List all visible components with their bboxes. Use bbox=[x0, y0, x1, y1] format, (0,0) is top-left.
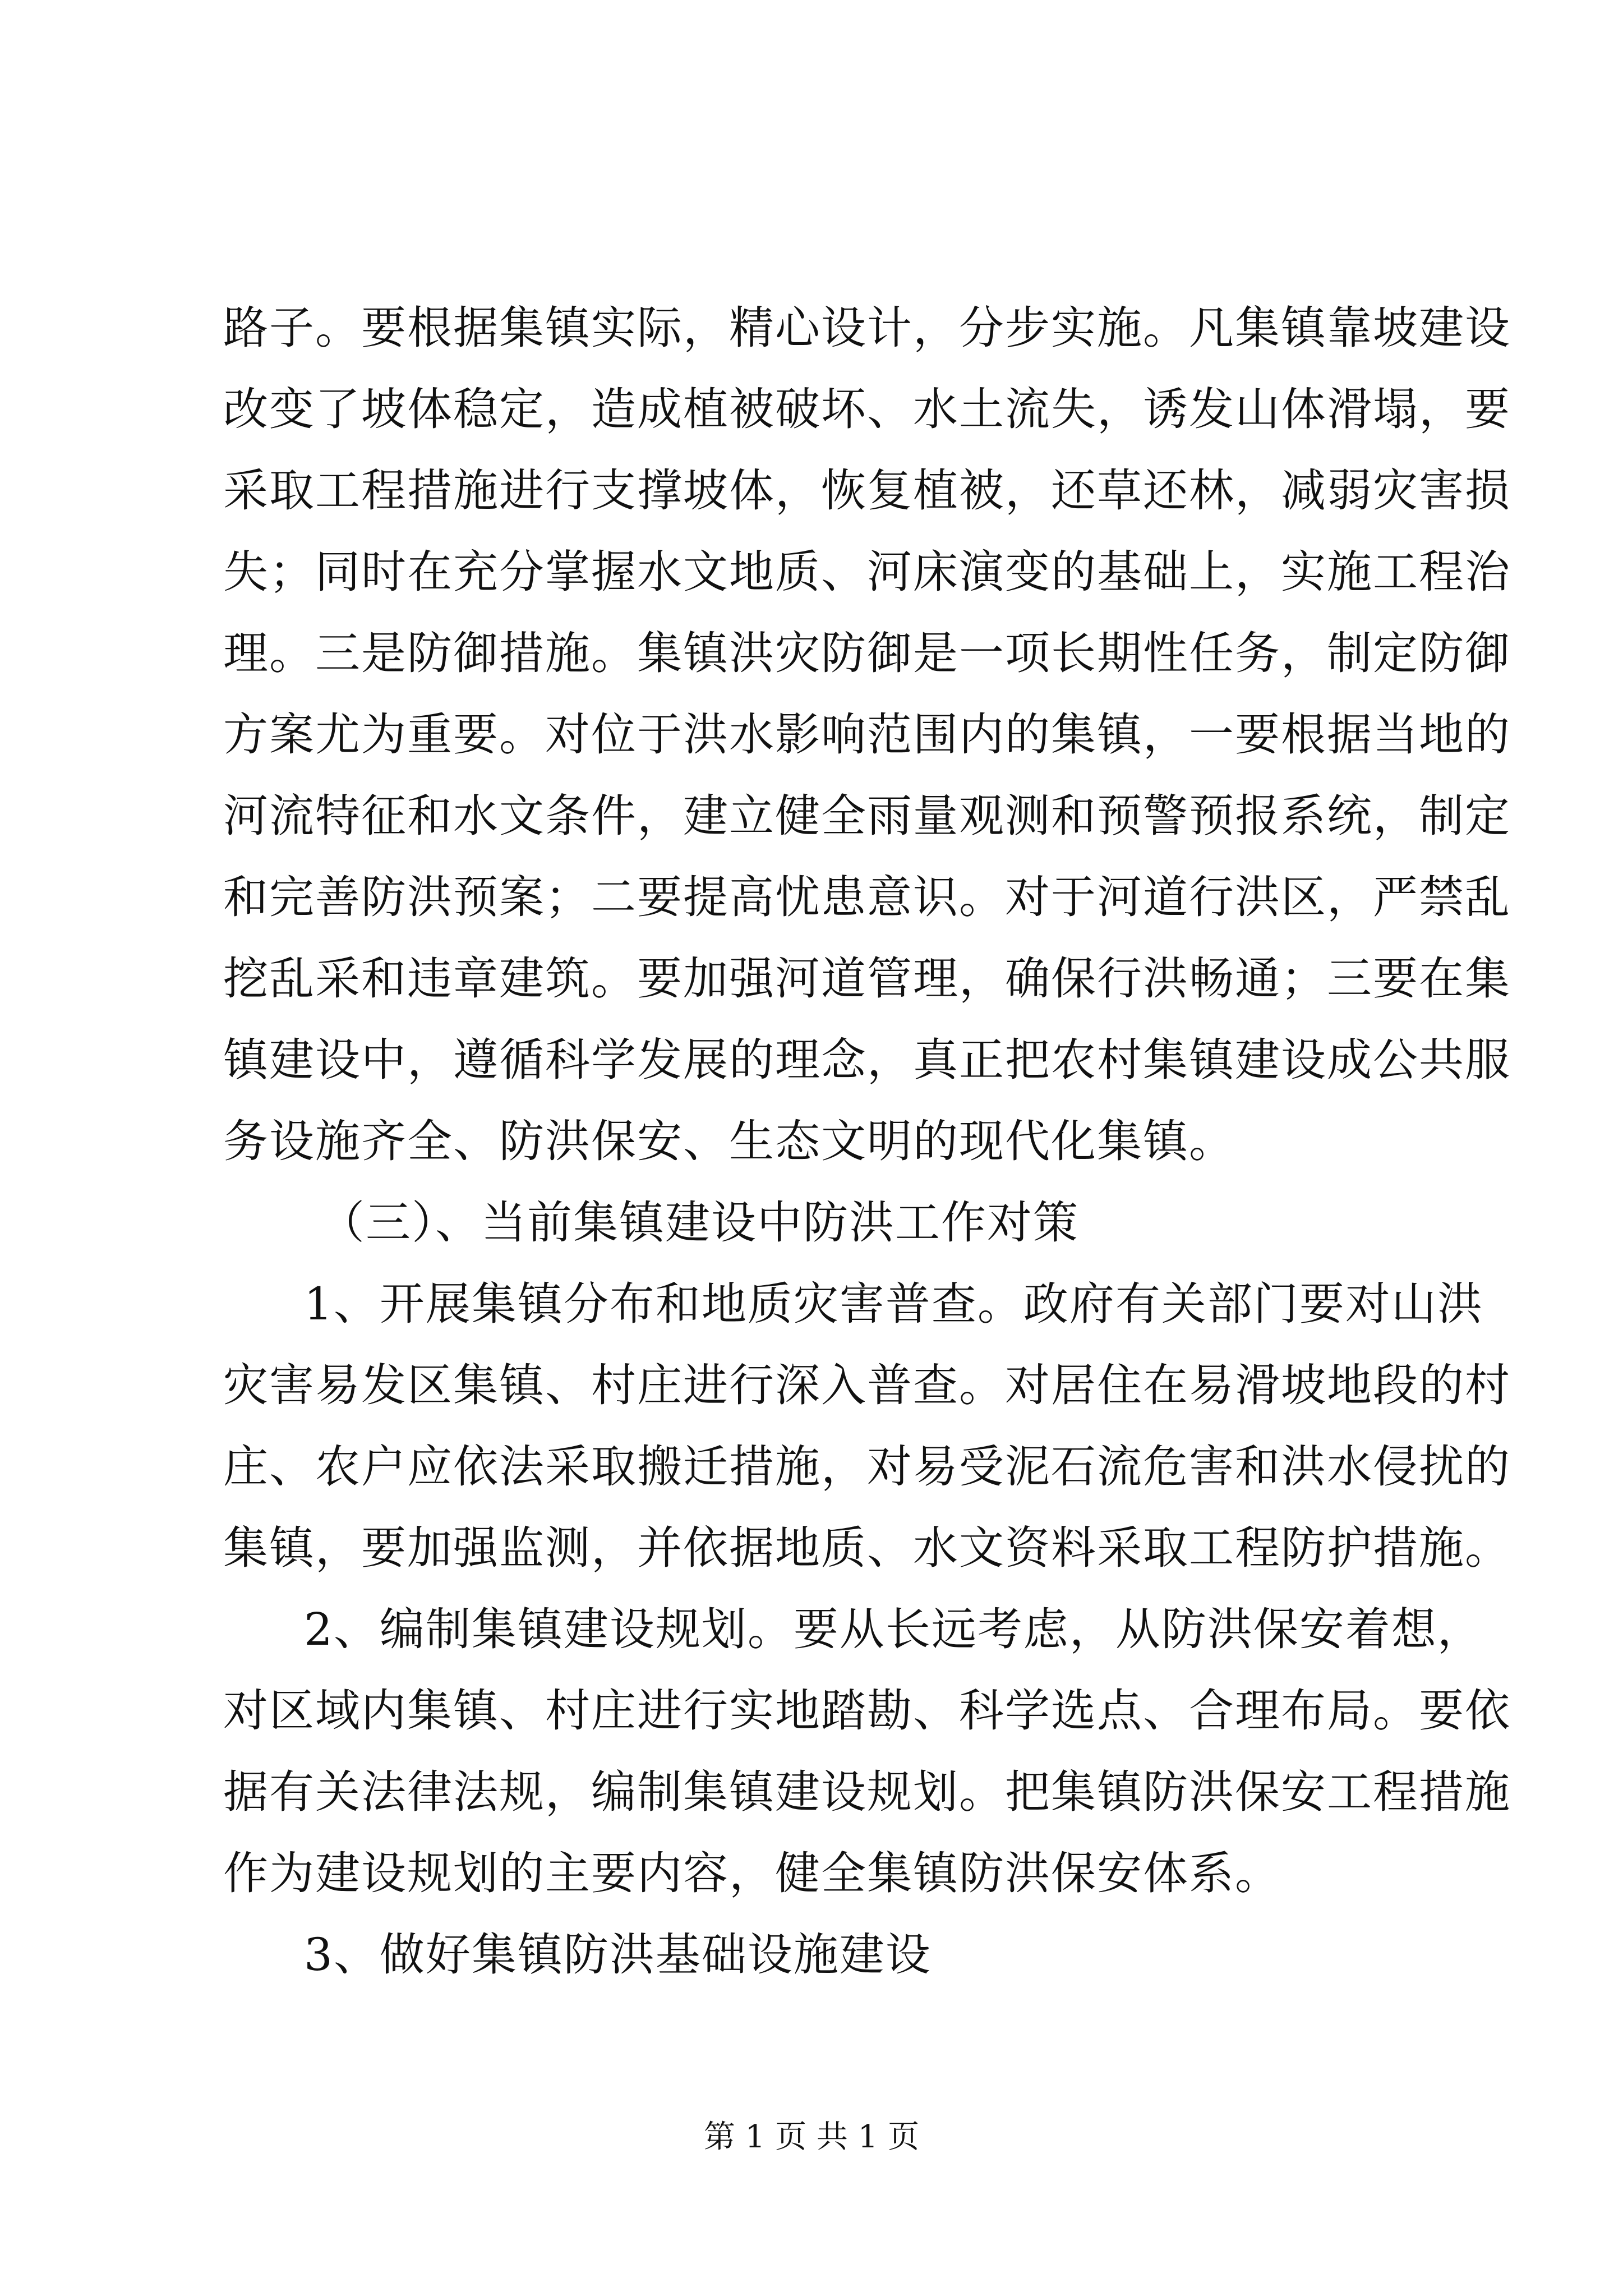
body-line: 镇建设中，遵循科学发展的理念，真正把农村集镇建设成公共服 bbox=[223, 1034, 1511, 1086]
body-line: 庄、农户应依法采取搬迁措施，对易受泥石流危害和洪水侵扰的 bbox=[223, 1441, 1511, 1493]
body-line: 3、做好集镇防洪基础设施建设 bbox=[304, 1929, 932, 1981]
body-line: 和完善防洪预案；二要提高忧患意识。对于河道行洪区，严禁乱 bbox=[223, 871, 1511, 923]
body-line: 挖乱采和违章建筑。要加强河道管理，确保行洪畅通；三要在集 bbox=[223, 953, 1511, 1005]
body-line: 1、开展集镇分布和地质灾害普查。政府有关部门要对山洪 bbox=[304, 1278, 1483, 1330]
body-line: 对区域内集镇、村庄进行实地踏勘、科学选点、合理布局。要依 bbox=[223, 1685, 1511, 1737]
body-line: 河流特征和水文条件，建立健全雨量观测和预警预报系统，制定 bbox=[223, 790, 1511, 842]
body-line: 据有关法律法规，编制集镇建设规划。把集镇防洪保安工程措施 bbox=[223, 1766, 1511, 1818]
body-line: 采取工程措施进行支撑坡体，恢复植被，还草还林，减弱灾害损 bbox=[223, 464, 1511, 517]
body-line: 方案尤为重要。对位于洪水影响范围内的集镇，一要根据当地的 bbox=[223, 708, 1511, 761]
body-line: 路子。要根据集镇实际，精心设计，分步实施。凡集镇靠坡建设 bbox=[223, 302, 1511, 354]
body-line: 务设施齐全、防洪保安、生态文明的现代化集镇。 bbox=[223, 1115, 1235, 1167]
section-heading: （三）、当前集镇建设中防洪工作对策 bbox=[320, 1197, 1079, 1249]
body-line: 理。三是防御措施。集镇洪灾防御是一项长期性任务，制定防御 bbox=[223, 627, 1511, 679]
body-line: 失；同时在充分掌握水文地质、河床演变的基础上，实施工程治 bbox=[223, 546, 1511, 598]
body-line: 改变了坡体稳定，造成植被破坏、水土流失，诱发山体滑塌，要 bbox=[223, 383, 1511, 435]
body-line: 集镇，要加强监测，并依据地质、水文资料采取工程防护措施。 bbox=[223, 1522, 1511, 1574]
body-line: 2、编制集镇建设规划。要从长远考虑，从防洪保安着想， bbox=[304, 1603, 1483, 1655]
body-line: 灾害易发区集镇、村庄进行深入普查。对居住在易滑坡地段的村 bbox=[223, 1359, 1511, 1411]
page-number-footer: 第 1 页 共 1 页 bbox=[703, 2119, 920, 2155]
body-line: 作为建设规划的主要内容，健全集镇防洪保安体系。 bbox=[223, 1847, 1281, 1899]
